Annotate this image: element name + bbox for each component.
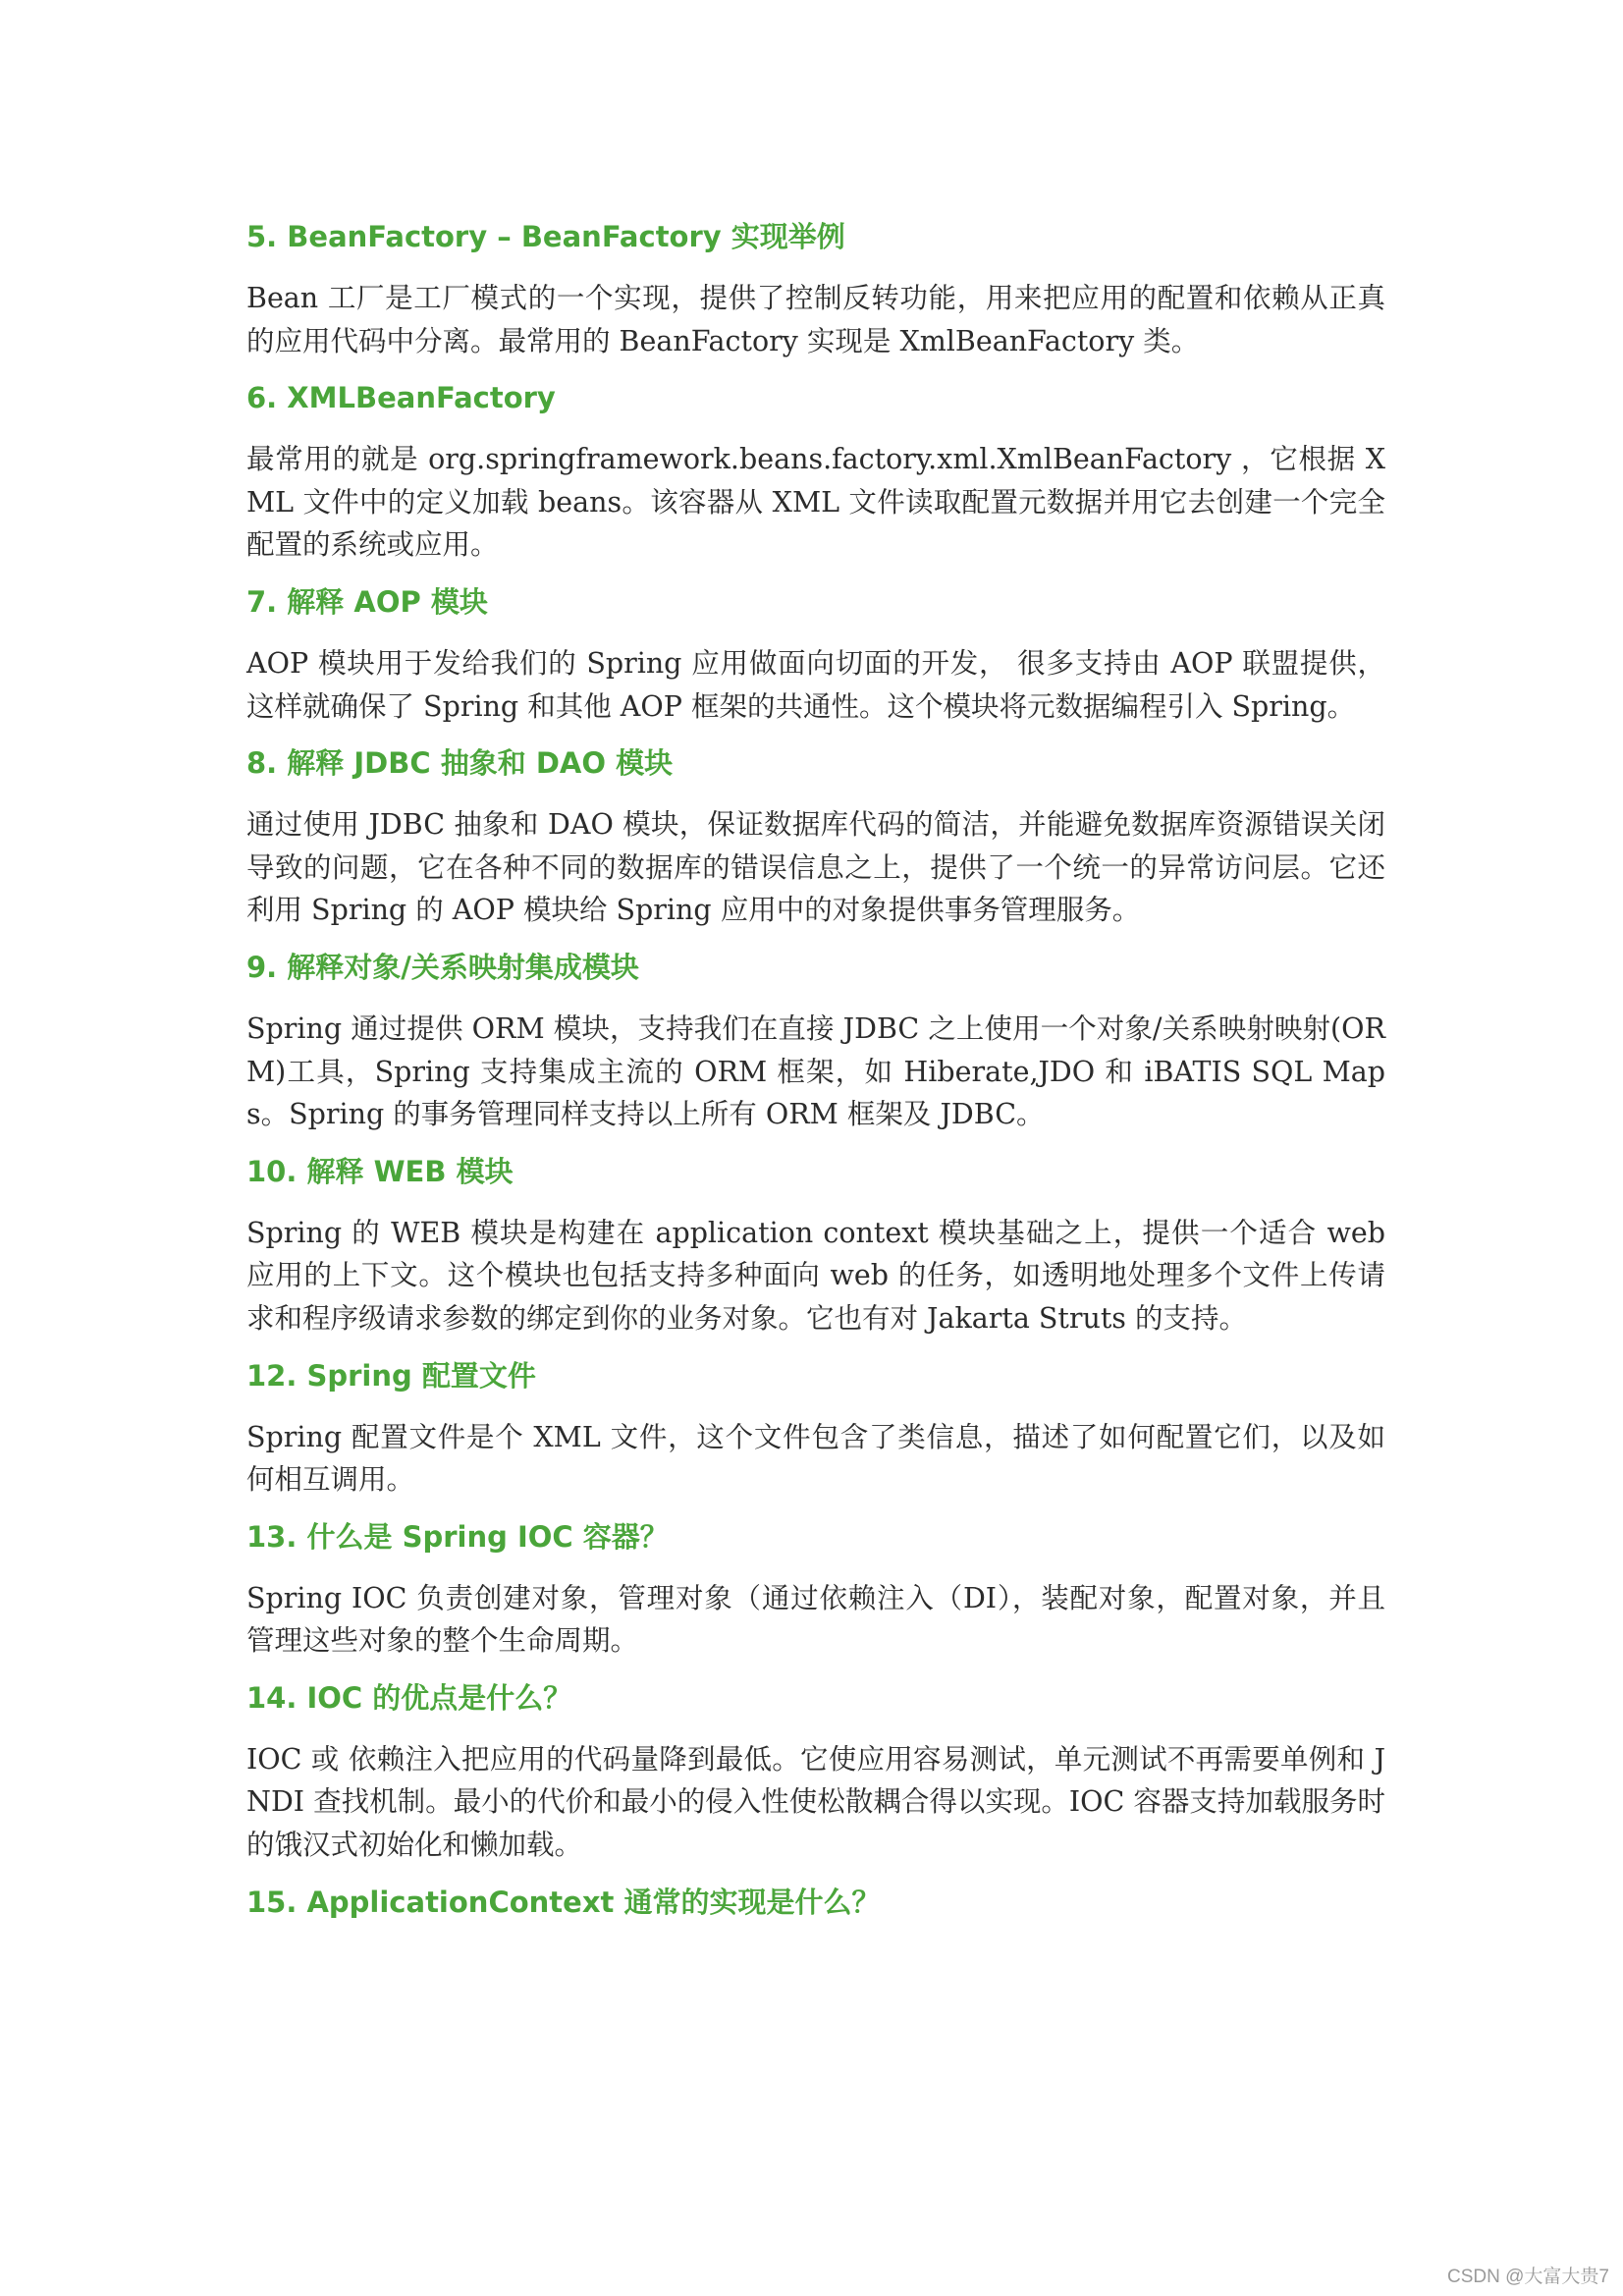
section-10: [246, 1153, 1385, 1340]
csdn-watermark: CSDN @大富大贵7: [1447, 2267, 1609, 2287]
section-heading: 5. BeanFactory – BeanFactory 实现举例: [246, 220, 845, 253]
section-heading: 13. 什么是 Spring IOC 容器？: [246, 1519, 669, 1554]
section-heading: 9. 解释对象/关系映射集成模块: [246, 950, 639, 984]
section-12: [246, 1357, 1385, 1502]
section-heading: 6. XMLBeanFactory: [246, 381, 556, 415]
section-8: [246, 744, 1385, 932]
section-heading: 15. ApplicationContext 通常的实现是什么？: [246, 1885, 881, 1919]
section-5: [246, 218, 1385, 362]
section-heading: 14. IOC 的优点是什么？: [246, 1680, 572, 1715]
section-heading: 12. Spring 配置文件: [246, 1358, 536, 1393]
document-content: [246, 218, 1385, 1942]
section-6: [246, 379, 1385, 567]
section-15: [246, 1884, 1385, 1921]
section-9: [246, 949, 1385, 1136]
section-7: [246, 583, 1385, 728]
section-heading: 10. 解释 WEB 模块: [246, 1154, 514, 1188]
section-body: 最常用的就是 org.springframework.beans.factory.xml.XmlBeanFactory ，它根据 XML 文件中的定义加载 beans。该容器从 XML 文件读取配置元数据并用它去创建一个完全配置的系统或应用。: [246, 443, 1385, 562]
section-13: [246, 1518, 1385, 1663]
section-body: Spring IOC 负责创建对象，管理对象（通过依赖注入（DI），装配对象，配置对象，并且管理这些对象的整个生命周期。: [246, 1581, 1385, 1658]
section-body: Bean 工厂是工厂模式的一个实现，提供了控制反转功能，用来把应用的配置和依赖从正真的应用代码中分离。最常用的 BeanFactory 实现是 XmlBeanFactory 类。: [246, 282, 1385, 357]
section-body: 通过使用 JDBC 抽象和 DAO 模块，保证数据库代码的简洁，并能避免数据库资源错误关闭导致的问题，它在各种不同的数据库的错误信息之上，提供了一个统一的异常访问层。它还利用 Spring 的 AOP 模块给 Spring 应用中的对象提供事务管理服务。: [246, 808, 1385, 927]
section-body: Spring 配置文件是个 XML 文件，这个文件包含了类信息，描述了如何配置它们，以及如何相互调用。: [246, 1420, 1385, 1497]
section-heading: 7. 解释 AOP 模块: [246, 584, 488, 619]
section-heading: 8. 解释 JDBC 抽象和 DAO 模块: [246, 746, 674, 781]
section-body: AOP 模块用于发给我们的 Spring 应用做面向切面的开发， 很多支持由 AOP 联盟提供，这样就确保了 Spring 和其他 AOP 框架的共通性。这个模块将元数据编程引入 Spring。: [246, 646, 1385, 723]
section-14: [246, 1679, 1385, 1867]
section-body: Spring 通过提供 ORM 模块，支持我们在直接 JDBC 之上使用一个对象/关系映射映射(ORM)工具，Spring 支持集成主流的 ORM 框架，如 Hiberate,JDO 和 iBATIS SQL Maps。Spring 的事务管理同样支持以上所有 ORM 框架及 JDBC。: [246, 1011, 1385, 1131]
section-body: Spring 的 WEB 模块是构建在 application context 模块基础之上，提供一个适合 web 应用的上下文。这个模块也包括支持多种面向 web 的任务，如透明地处理多个文件上传请求和程序级请求参数的绑定到你的业务对象。它也有对 Jakarta Struts 的支持。: [246, 1216, 1385, 1335]
section-body: IOC 或 依赖注入把应用的代码量降到最低。它使应用容易测试，单元测试不再需要单例和 JNDI 查找机制。最小的代价和最小的侵入性使松散耦合得以实现。IOC 容器支持加载服务时的饿汉式初始化和懒加载。: [246, 1742, 1385, 1862]
